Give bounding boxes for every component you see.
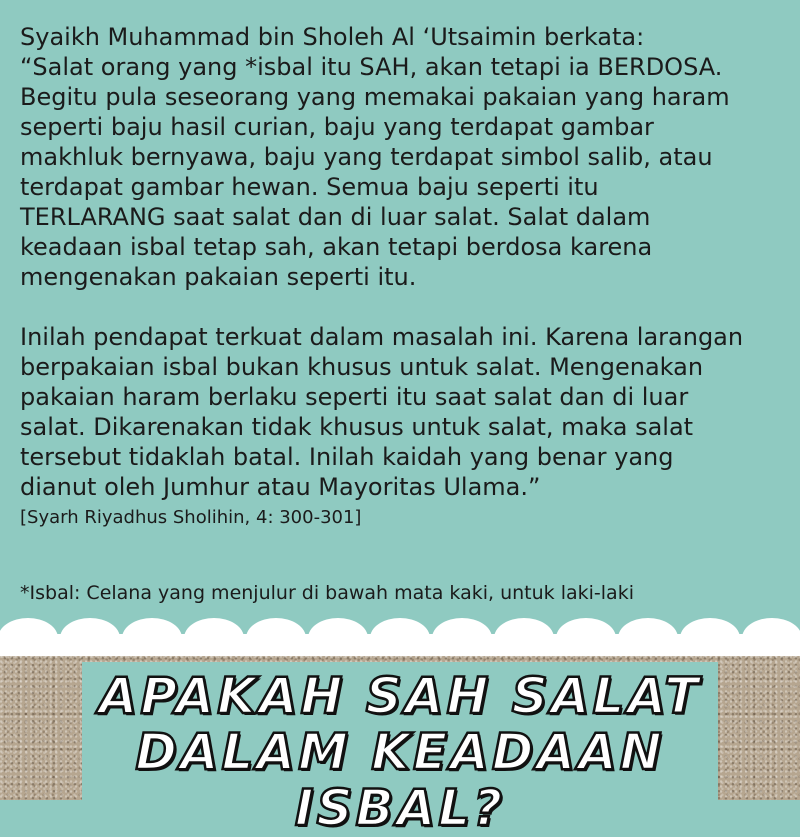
quote-line: mengenakan pakaian seperti itu. [20,263,417,291]
scallop [370,618,430,656]
quote-line: TERLARANG saat salat dan di luar salat. Salat dalam [20,203,651,231]
scallop [308,618,368,656]
quote-paragraph-2 [20,322,790,502]
scallop [0,618,58,656]
scallop [556,618,616,656]
quote-line: dianut oleh Jumhur atau Mayoritas Ulama.” [20,473,541,501]
footnote: *Isbal: Celana yang menjulur di bawah mata kaki, untuk laki-laki [20,582,634,604]
scallop [246,618,306,656]
page-title [82,668,718,836]
quote-text [20,22,790,502]
quote-line: terdapat gambar hewan. Semua baju seperti itu [20,173,599,201]
scallop [742,618,800,656]
quote-line: keadaan isbal tetap sah, akan tetapi berdosa karena [20,233,653,261]
title-line-1: APAKAH SAH SALAT [98,667,702,725]
scallop [122,618,182,656]
scallop [60,618,120,656]
quote-line: pakaian haram berlaku seperti itu saat salat dan di luar [20,383,689,411]
paragraph-gap [20,292,790,322]
source-citation: [Syarh Riyadhus Sholihin, 4: 300-301] [20,507,362,528]
quote-line: berpakaian isbal bukan khusus untuk salat. Mengenakan [20,353,704,381]
quote-line: Inilah pendapat terkuat dalam masalah ini. Karena larangan [20,323,744,351]
quote-paragraph-1 [20,22,790,292]
scallop [680,618,740,656]
title-line-2: DALAM KEADAAN ISBAL? [135,723,665,837]
scallop [432,618,492,656]
quote-line: salat. Dikarenakan tidak khusus untuk salat, maka salat [20,413,694,441]
quote-line: “Salat orang yang *isbal itu SAH, akan tetapi ia BERDOSA. [20,53,723,81]
quote-line: makhluk bernyawa, baju yang terdapat simbol salib, atau [20,143,713,171]
scallop [494,618,554,656]
quote-line: Begitu pula seseorang yang memakai pakaian yang haram [20,83,730,111]
scallop [184,618,244,656]
quote-line: Syaikh Muhammad bin Sholeh Al ‘Utsaimin berkata: [20,23,645,51]
scallop [618,618,678,656]
scallop-border [0,612,800,656]
quote-line: seperti baju hasil curian, baju yang terdapat gambar [20,113,654,141]
quote-line: tersebut tidaklah batal. Inilah kaidah yang benar yang [20,443,674,471]
